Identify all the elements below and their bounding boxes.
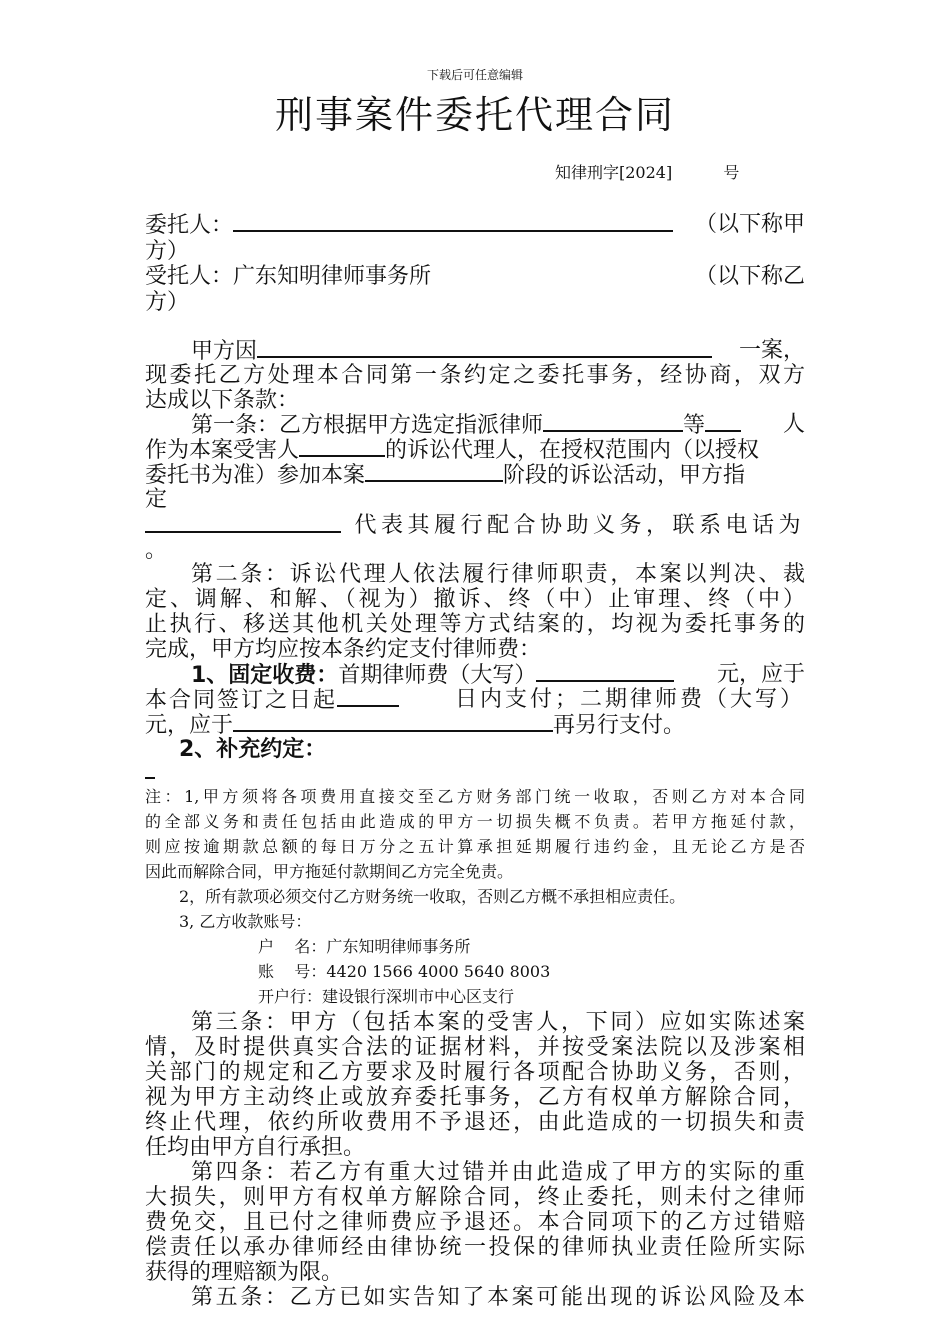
note3: 3, 乙方收款账号： bbox=[179, 912, 312, 931]
agent-label: 受托人：广东知明律师事务所 bbox=[145, 264, 432, 289]
lawyer-count-blank[interactable] bbox=[705, 407, 741, 432]
lawyer-name-blank[interactable] bbox=[543, 407, 683, 432]
stage-blank[interactable] bbox=[365, 457, 503, 482]
art4-line-4: 偿责任以承办律师经由律协统一投保的律师执业责任险所实际 bbox=[145, 1235, 805, 1260]
art1-text-h: 代表其履行配合协助义务，联系电话为 bbox=[354, 513, 805, 538]
art3-line-5: 终止代理，依约所收费用不予退还，由此造成的一切损失和责 bbox=[145, 1110, 805, 1135]
intro-line-3: 达成以下条款： bbox=[145, 388, 300, 413]
note1-line-1: 注：1,甲方须将各项费用直接交至乙方财务部门统一收取，否则乙方对本合同 bbox=[145, 787, 805, 806]
supplementary-blank[interactable] bbox=[145, 777, 155, 779]
fee-text-c: 本合同签订之日起 bbox=[145, 688, 338, 714]
intro-line-2: 现委托乙方处理本合同第一条约定之委托事务，经协商，双方 bbox=[145, 363, 805, 388]
art4-line-2: 大损失，则甲方有权单方解除合同，终止委托，则未付之律师 bbox=[145, 1185, 805, 1210]
fixed-fee-label: 1、固定收费： bbox=[191, 663, 339, 689]
fee-text-f: 再另行支付。 bbox=[553, 713, 686, 739]
page-title: 刑事案件委托代理合同 bbox=[274, 93, 675, 137]
fee-text-a: 首期律师费（大写） bbox=[338, 663, 537, 689]
intro-text-a: 甲方因 bbox=[191, 339, 258, 365]
fee-text-b: 元，应于 bbox=[716, 662, 805, 687]
art3-line-1: 第三条：甲方（包括本案的受害人，下同）应如实陈述案 bbox=[191, 1010, 805, 1035]
client-name-blank[interactable] bbox=[233, 207, 673, 232]
art1-text-g: 阶段的诉讼活动，甲方指 bbox=[503, 463, 746, 489]
art1-text-a: 第一条：乙方根据甲方选定指派律师 bbox=[191, 413, 544, 439]
client-suffix: （以下称甲 bbox=[694, 212, 805, 237]
art5-line-1: 第五条：乙方已如实告知了本案可能出现的诉讼风险及本 bbox=[191, 1285, 805, 1310]
note1-line-2: 的全部义务和责任包括由此造成的甲方一切损失概不负责。若甲方拖延付款， bbox=[145, 812, 805, 831]
doc-number-prefix: 知律刑字[2024] bbox=[555, 163, 673, 182]
art1-text-e: 的诉讼代理人，在授权范围内（以授权 bbox=[385, 438, 760, 464]
art1-text-f: 委托书为准）参加本案 bbox=[145, 463, 366, 489]
fee-text-e: 元，应于 bbox=[145, 713, 234, 739]
client-label: 委托人： bbox=[145, 213, 234, 239]
contact-person-blank[interactable] bbox=[145, 508, 341, 533]
art4-line-3: 费免交，且已付之律师费应予退还。本合同项下的乙方过错赔 bbox=[145, 1210, 805, 1235]
agent-suffix-wrap: 方） bbox=[145, 290, 190, 315]
case-name-blank[interactable] bbox=[257, 333, 712, 358]
note1-line-3: 则应按逾期款总额的每日万分之五计算承担延期履行违约金，且无论乙方是否 bbox=[145, 837, 805, 856]
intro-text-b: 一案， bbox=[738, 338, 805, 363]
art2-line-1: 第二条：诉讼代理人依法履行律师职责，本案以判决、裁 bbox=[191, 562, 805, 587]
art1-text-c: 人 bbox=[782, 412, 805, 437]
art3-line-6: 任均由甲方自行承担。 bbox=[145, 1135, 366, 1160]
header-note: 下载后可任意编辑 bbox=[426, 68, 523, 82]
art3-line-3: 关部门的规定和乙方要求及时履行各项配合协助义务，否则， bbox=[145, 1060, 805, 1085]
first-fee-blank[interactable] bbox=[536, 657, 674, 682]
note2: 2，所有款项必须交付乙方财务统一收取，否则乙方概不承担相应责任。 bbox=[179, 887, 686, 906]
art4-line-1: 第四条：若乙方有重大过错并由此造成了甲方的实际的重 bbox=[191, 1160, 805, 1185]
agent-suffix: （以下称乙 bbox=[694, 264, 805, 289]
art1-text-b: 等 bbox=[683, 413, 706, 439]
account-bank: 开户行：建设银行深圳市中心区支行 bbox=[258, 987, 515, 1006]
second-fee-date-blank[interactable] bbox=[233, 707, 553, 732]
doc-number-suffix: 号 bbox=[723, 163, 740, 182]
payment-days-blank[interactable] bbox=[337, 682, 399, 707]
client-suffix-wrap: 方） bbox=[145, 239, 190, 264]
art1-line-6: 。 bbox=[145, 538, 168, 563]
art3-line-4: 视为甲方主动终止或放弃委托事务，乙方有权单方解除合同， bbox=[145, 1085, 805, 1110]
victim-name-blank[interactable] bbox=[299, 432, 385, 457]
art2-line-2: 定、调解、和解、（视为）撤诉、终（中）止审理、终（中） bbox=[145, 587, 805, 612]
art3-line-2: 情，及时提供真实合法的证据材料，并按受案法院以及涉案相 bbox=[145, 1035, 805, 1060]
supplementary-label: 2、补充约定： bbox=[179, 737, 327, 762]
art4-line-5: 获得的理赔额为限。 bbox=[145, 1260, 344, 1285]
art1-line-4: 定 bbox=[145, 487, 168, 512]
account-name: 户 名：广东知明律师事务所 bbox=[258, 937, 471, 956]
doc-number bbox=[555, 160, 739, 183]
art2-line-4: 完成，甲方均应按本条约定支付律师费： bbox=[145, 637, 542, 662]
fee-text-d: 日内支付；二期律师费（大写） bbox=[454, 687, 805, 712]
note1-line-4: 因此而解除合同，甲方拖延付款期间乙方完全免责。 bbox=[145, 862, 514, 881]
art2-line-3: 止执行、移送其他机关处理等方式结案的，均视为委托事务的 bbox=[145, 612, 805, 637]
account-number: 账 号：4420 1566 4000 5640 8003 bbox=[258, 962, 551, 981]
art1-text-d: 作为本案受害人 bbox=[145, 438, 300, 464]
